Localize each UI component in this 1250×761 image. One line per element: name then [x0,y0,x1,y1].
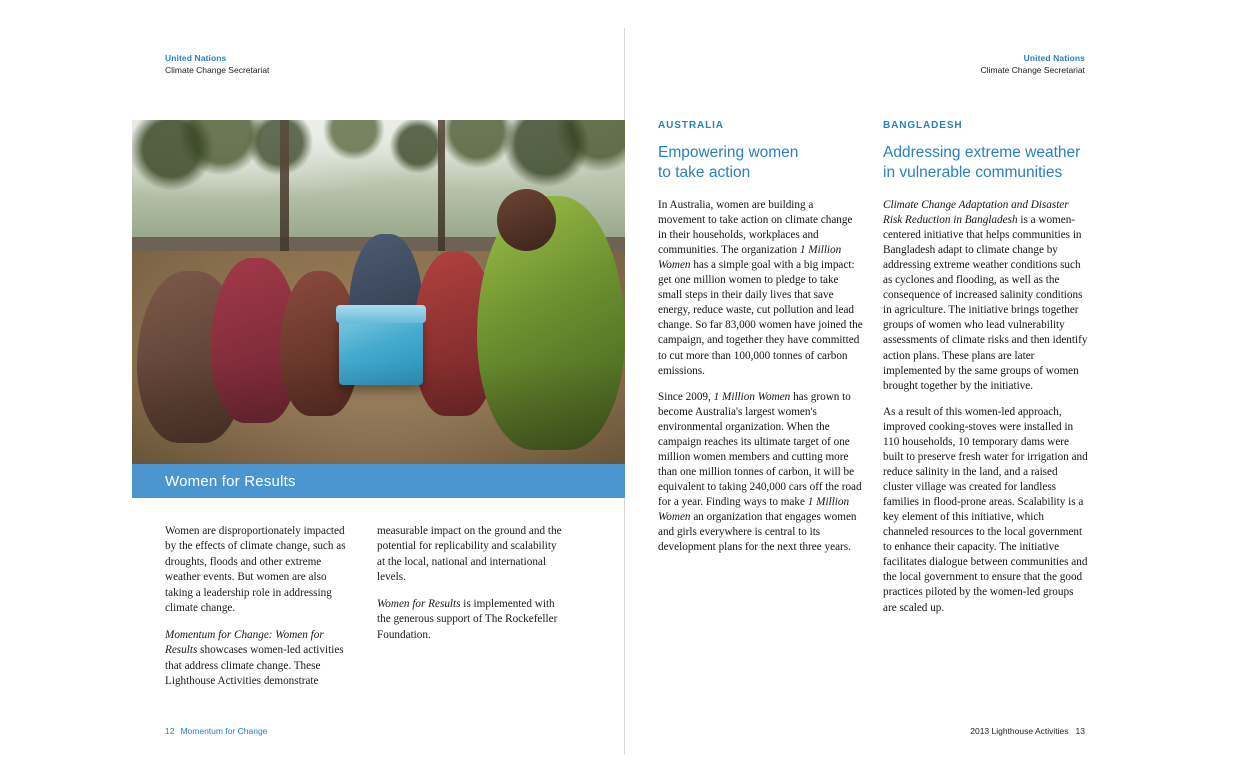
left-body-column-1 [165,524,355,701]
paragraph-part: an organization that engages women and girls everywhere is central to its development plans for the next three years. [658,511,857,554]
header-subtitle: Climate Change Secretariat [980,65,1085,76]
article-title-line-1: Empowering women [658,144,799,161]
left-page-body [165,524,595,701]
photo-figure [132,120,625,490]
article-kicker: BANGLADESH [883,120,963,131]
paragraph [658,198,863,379]
photo-tree-trunk [438,120,445,258]
italic-name: 1 Million Women [658,496,850,524]
article-title [658,143,863,184]
left-page [132,28,625,754]
document-spread [132,28,1118,754]
photo-caption-bar [132,464,625,498]
header-subtitle: Climate Change Secretariat [165,65,270,76]
paragraph [883,198,1088,394]
photograph-women-group [132,120,625,464]
photo-tree-trunk [280,120,289,271]
photo-cooler-lid [336,305,427,323]
footer-text: Momentum for Change [180,726,268,736]
photo-caption-text: Women for Results [165,472,296,490]
italic-title: Momentum for Change: Women for Results [165,628,324,657]
article-title-line-2: to take action [658,164,751,182]
italic-title: Women for Results [377,597,461,610]
paragraph-part: In Australia, women are building a movement to take action on climate change in their households, workplaces and communities. The organization [658,198,853,257]
footer-text: 2013 Lighthouse Activities [970,726,1069,736]
header-organization: United Nations [165,53,227,63]
left-page-footer [165,726,267,736]
paragraph-part: is a women-centered initiative that helps communities in Bangladesh adapt to climate change by addressing extreme weather conditions such as cyclones and flooding, as well as the consequence of increased salinity conditions in agriculture. The initiative brings together groups of women who lead vulnerability assessments of climate risks and then identify action plans. These plans are later implemented by the same groups of women brought together by the initiative. [883,213,1088,392]
page-number: 13 [1075,726,1085,736]
paragraph-rest: showcases women-led activities that address climate change. These Lighthouse Activities demonstrate [165,644,344,688]
paragraph [165,628,355,690]
paragraph-part: Since 2009, [658,390,714,403]
article-title-line-2: in vulnerable communities [883,164,1063,182]
right-page-footer [970,726,1085,736]
left-body-column-2 [377,524,567,701]
paragraph-rest: is implemented with the generous support of The Rockefeller Foundation. [377,597,558,641]
italic-name: 1 Million Women [713,390,791,403]
article-bangladesh [883,120,1088,627]
article-kicker: AUSTRALIA [658,120,724,131]
paragraph [658,390,863,556]
header-organization: United Nations [1023,53,1085,63]
photo-figure-head [497,189,556,251]
paragraph: measurable impact on the ground and the potential for replicability and scalability at the local, national and international levels. [377,525,562,584]
italic-name: 1 Million Women [658,244,842,272]
paragraph-part: has a simple goal with a big impact: get one million women to pledge to take small steps in their daily lives that save energy, reduce waste, cut pollution and lead change. So far 83,000 women have joined the campaign, and together they have committed to cut more than 100,000 tonnes of carbon emissions. [658,259,863,377]
italic-name: Climate Change Adaptation and Disaster Risk Reduction in Bangladesh [883,198,1069,226]
paragraph: Women are disproportionately impacted by the effects of climate change, such as droughts, floods and other extreme weather events. But women are also taking a leadership role in addressing climate change. [165,525,346,615]
article-body [658,198,863,555]
article-australia [658,120,863,627]
paragraph [377,597,567,643]
article-title [883,143,1088,184]
photo-ground-shadow [132,361,625,464]
right-page-header [981,52,1085,77]
left-page-header [165,52,269,77]
page-number: 12 [165,726,175,736]
paragraph: As a result of this women-led approach, improved cooking-stoves were installed in 110 households, 10 temporary dams were built to preserve fresh water for irrigation and reduce salinity in the land, and a raised cluster village was created for landless families in flood-prone areas. Scalability is a key element of this initiative, which channeled resources to the local government to enhance their capacity. The initiative facilitates dialogue between communities and the local government to ensure that the good practices piloted by the women-led groups are scaled up. [883,405,1088,614]
article-title-line-1: Addressing extreme weather [883,144,1081,161]
right-page-articles [658,120,1088,627]
article-body [883,198,1088,616]
paragraph-part: has grown to become Australia's largest women's environmental organization. When the campaign reaches its ultimate target of one million women members and cutting more than one million tonnes of carbon, it will be equivalent to taking 240,000 cars off the road for a year. Finding ways to make [658,390,862,509]
right-page [625,28,1118,754]
